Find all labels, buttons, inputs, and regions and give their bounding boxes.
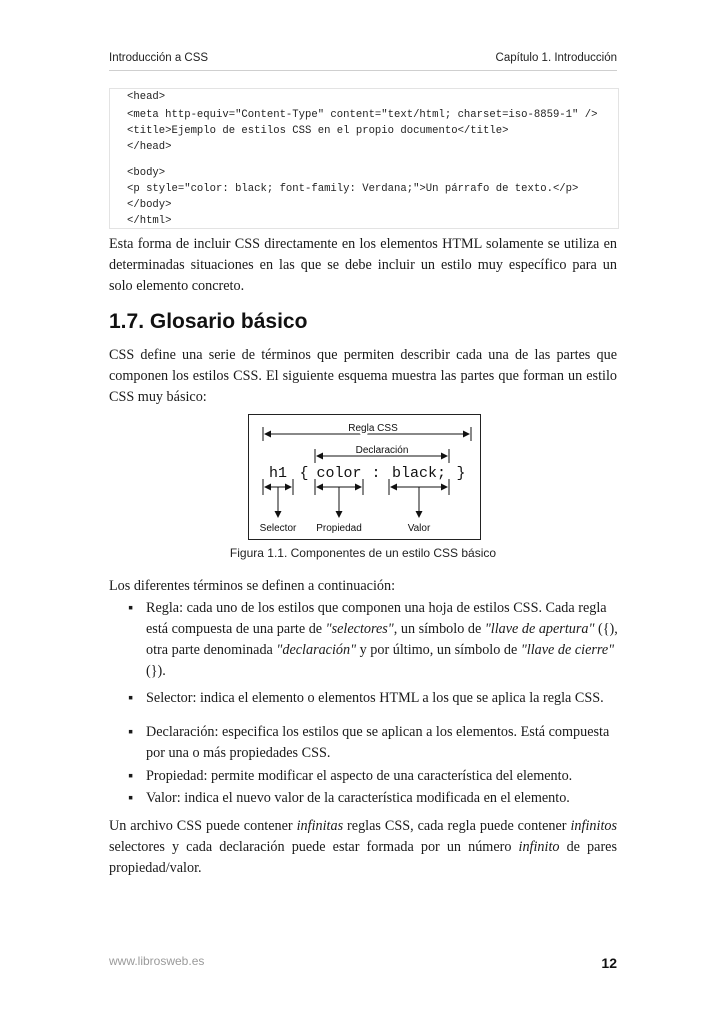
document-page [109, 0, 617, 1030]
emphasis: infinitas [296, 818, 344, 834]
label-value: Valor [407, 523, 431, 534]
code-selector: h1 [268, 465, 288, 482]
list-item [128, 766, 617, 787]
bullet-marker: ▪ [128, 600, 134, 616]
text-run: ({), [594, 621, 618, 637]
code-line: </head> [127, 141, 172, 153]
list-line [146, 640, 617, 661]
intro-paragraph [109, 234, 617, 297]
paragraph-line: propiedad/valor. [109, 860, 202, 876]
paragraph-line [109, 837, 617, 858]
text-run: de pares [559, 839, 617, 855]
header-chapter-title: Capítulo 1. Introducción [495, 52, 617, 64]
code-line: <head> [127, 91, 166, 103]
code-open-brace: { [299, 465, 309, 482]
code-value: black; [391, 465, 447, 482]
paragraph-line: componen los estilos CSS. El siguiente esquema muestra las partes que forman un estilo [109, 368, 617, 384]
text-run: , un símbolo de [393, 621, 485, 637]
text-run: reglas CSS, cada regla puede contener [343, 818, 571, 834]
code-line: <body> [127, 167, 166, 179]
terms-intro [109, 576, 617, 597]
code-line: <meta http-equiv="Content-Type" content="text/html; charset=iso-8859-1" /> [127, 109, 598, 121]
emphasis: "llave de cierre" [520, 642, 615, 658]
text-run: Un archivo CSS puede contener [109, 818, 297, 834]
code-example [109, 88, 619, 229]
closing-paragraph [109, 816, 617, 879]
code-property: color [316, 465, 362, 482]
label-property: Propiedad [316, 523, 362, 534]
label-selector: Selector [259, 523, 297, 534]
paragraph-line: CSS muy básico: [109, 389, 207, 405]
paragraph-line: solo elemento concreto. [109, 278, 245, 294]
paragraph-line: Los diferentes términos se definen a continuación: [109, 578, 396, 594]
text-run: y por último, un símbolo de [356, 642, 521, 658]
emphasis: infinitos [570, 818, 617, 834]
code-line: <title>Ejemplo de estilos CSS en el propio documento</title> [127, 125, 509, 137]
paragraph-line [109, 816, 617, 837]
label-rule: Regla CSS [348, 423, 398, 434]
code-colon: : [371, 465, 381, 482]
list-line: por una o más propiedades CSS. [146, 745, 331, 761]
text-run: otra parte denominada [146, 642, 277, 658]
list-line: Regla: cada uno de los estilos que componen una hoja de estilos CSS. Cada regla [146, 600, 607, 616]
emphasis: "llave de apertura" [484, 621, 595, 637]
bullet-marker: ▪ [128, 768, 134, 784]
bullet-marker: ▪ [128, 790, 134, 806]
bullet-marker: ▪ [128, 690, 134, 706]
code-line: </body> [127, 199, 172, 211]
list-item [128, 788, 617, 809]
paragraph-line: Esta forma de incluir CSS directamente en los elementos HTML solamente se utiliza en [109, 236, 617, 252]
paragraph-line: determinadas situaciones en las que se debe incluir un estilo muy específico para un [109, 257, 617, 273]
emphasis: "declaración" [276, 642, 357, 658]
list-line: (}). [146, 663, 166, 679]
code-line: </html> [127, 215, 172, 227]
section-heading: 1.7. Glosario básico [109, 310, 308, 333]
emphasis: "selectores" [325, 621, 394, 637]
bullet-marker: ▪ [128, 724, 134, 740]
code-close-brace: } [456, 465, 466, 482]
text-run: está compuesta de una parte de [146, 621, 326, 637]
list-line: Selector: indica el elemento o elementos HTML a los que se aplica la regla CSS. [146, 690, 604, 706]
code-line: <p style="color: black; font-family: Verdana;">Un párrafo de texto.</p> [127, 183, 579, 195]
page-number: 12 [601, 955, 617, 971]
emphasis: infinito [518, 839, 560, 855]
list-item [128, 688, 617, 709]
css-rule-diagram [248, 414, 481, 540]
css-rule-diagram-svg [249, 415, 480, 539]
list-item [128, 722, 617, 764]
text-run: selectores y cada declaración puede estar formada por un número [109, 839, 519, 855]
running-header [109, 52, 617, 71]
list-line: Valor: indica el nuevo valor de la característica modificada en el elemento. [146, 790, 570, 806]
list-line [146, 619, 617, 640]
glossary-intro-paragraph [109, 345, 617, 408]
list-item [128, 598, 617, 682]
header-book-title: Introducción a CSS [109, 52, 209, 64]
figure-caption: Figura 1.1. Componentes de un estilo CSS básico [229, 546, 497, 560]
footer-site: www.librosweb.es [109, 954, 205, 968]
list-line: Declaración: especifica los estilos que se aplican a los elementos. Está compuesta [146, 724, 610, 740]
list-line: Propiedad: permite modificar el aspecto de una característica del elemento. [146, 768, 573, 784]
paragraph-line: CSS define una serie de términos que permiten describir cada una de las partes que [109, 347, 617, 363]
label-declaration: Declaración [355, 445, 409, 456]
